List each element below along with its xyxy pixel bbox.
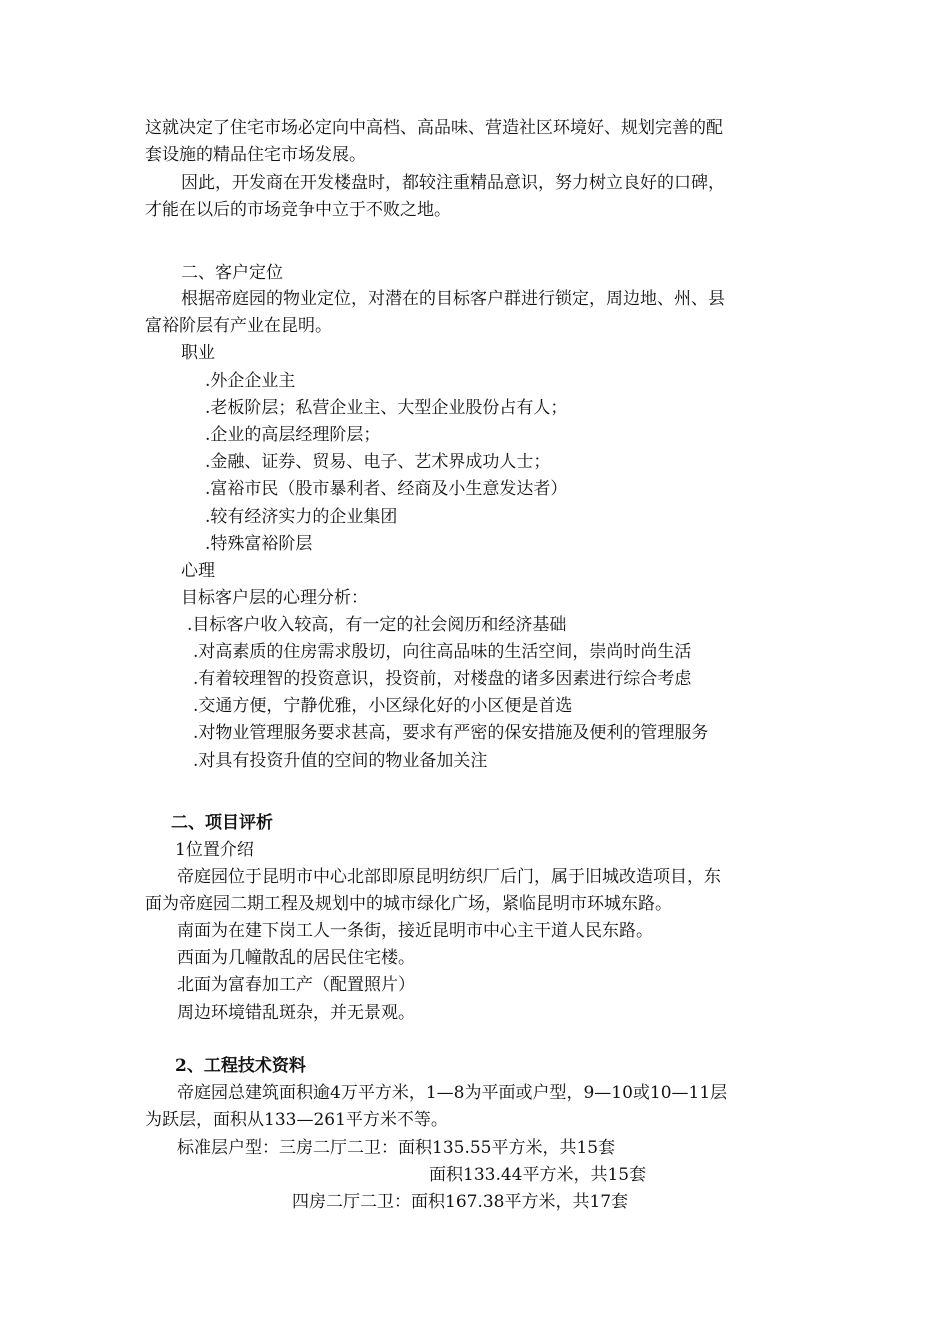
paragraph-line: 根据帝庭园的物业定位，对潜在的目标客户群进行锁定，周边地、州、县: [181, 289, 725, 309]
list-item: .特殊富裕阶层: [205, 534, 313, 554]
paragraph-line: 才能在以后的市场竞争中立于不败之地。: [145, 200, 451, 220]
psych-intro: 目标客户层的心理分析：: [181, 588, 368, 608]
paragraph-line: 周边环境错乱斑杂，并无景观。: [177, 1003, 415, 1023]
subsection-heading-location: 1位置介绍: [175, 840, 254, 860]
list-item: .富裕市民（股市暴利者、经商及小生意发达者）: [205, 479, 568, 499]
list-item: .对高素质的住房需求殷切，向往高品味的生活空间，崇尚时尚生活: [193, 642, 692, 662]
unit-type-line: 标准层户型：三房二厅二卫：面积135.55平方米，共15套: [177, 1138, 616, 1158]
psych-label: 心理: [181, 561, 215, 581]
list-item: .金融、证券、贸易、电子、艺术界成功人士；: [205, 452, 551, 472]
section-heading-customer: 二、客户定位: [181, 263, 283, 283]
paragraph-line: 这就决定了住宅市场必定向中高档、高品味、营造社区环境好、规划完善的配: [145, 118, 723, 138]
occupation-label: 职业: [181, 343, 215, 363]
list-item: .对物业管理服务要求甚高，要求有严密的保安措施及便利的管理服务: [193, 723, 709, 743]
paragraph-line: 套设施的精品住宅市场发展。: [145, 145, 366, 165]
list-item: .目标客户收入较高，有一定的社会阅历和经济基础: [187, 615, 567, 635]
list-item: .对具有投资升值的空间的物业备加关注: [193, 751, 488, 771]
section-heading-project: 二、项目评析: [171, 813, 273, 833]
list-item: .交通方便，宁静优雅，小区绿化好的小区便是首选: [193, 696, 573, 716]
paragraph-line: 西面为几幢散乱的居民住宅楼。: [177, 948, 415, 968]
unit-type-line: 四房二厅二卫：面积167.38平方米，共17套: [292, 1192, 629, 1212]
paragraph-line: 因此，开发商在开发楼盘时，都较注重精品意识，努力树立良好的口碑，: [181, 173, 725, 193]
paragraph-line: 为跃层，面积从133—261平方米不等。: [145, 1110, 448, 1130]
paragraph-line: 北面为富春加工产（配置照片）: [177, 975, 415, 995]
list-item: .老板阶层；私营企业主、大型企业股份占有人；: [205, 398, 568, 418]
list-item: .有着较理智的投资意识，投资前，对楼盘的诸多因素进行综合考虑: [193, 669, 692, 689]
list-item: .外企企业主: [205, 371, 296, 391]
unit-type-line: 面积133.44平方米，共15套: [429, 1165, 647, 1185]
paragraph-line: 帝庭园总建筑面积逾4万平方米，1—8为平面或户型，9—10或10—11层: [177, 1083, 728, 1103]
list-item: .较有经济实力的企业集团: [205, 507, 398, 527]
paragraph-line: 面为帝庭园二期工程及规划中的城市绿化广场，紧临昆明市环城东路。: [145, 894, 672, 914]
paragraph-line: 帝庭园位于昆明市中心北部即原昆明纺织厂后门，属于旧城改造项目，东: [177, 867, 721, 887]
list-item: .企业的高层经理阶层；: [205, 425, 381, 445]
paragraph-line: 富裕阶层有产业在昆明。: [145, 316, 332, 336]
paragraph-line: 南面为在建下岗工人一条街，接近昆明市中心主干道人民东路。: [177, 921, 653, 941]
subsection-heading-engineering: 2、工程技术资料: [175, 1056, 306, 1076]
